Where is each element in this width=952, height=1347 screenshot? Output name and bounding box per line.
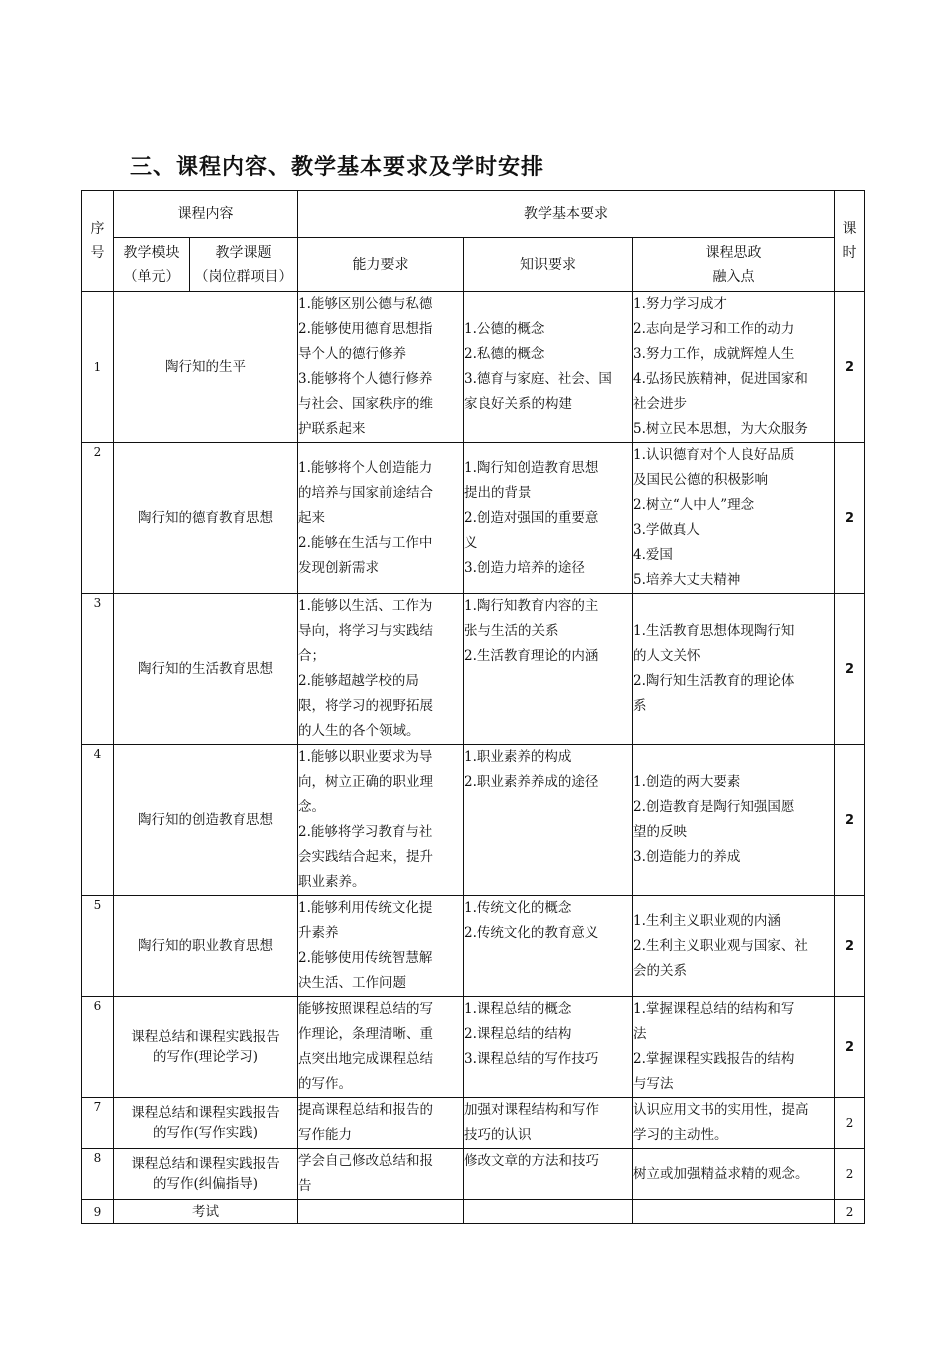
row-ideology-line: 法: [633, 1026, 647, 1042]
row-ideology-line: 3.创造能力的养成: [633, 849, 741, 865]
row-knowledge: [464, 1149, 633, 1200]
header-content: 课程内容: [114, 191, 298, 238]
row-ability-line: 2.能够超越学校的局: [298, 673, 419, 689]
row-ability-line: 2.能够在生活与工作中: [298, 534, 433, 551]
row-knowledge-line: 3.课程总结的写作技巧: [464, 1051, 599, 1067]
header-ideology: 课程思政 融入点: [633, 238, 835, 292]
row-ideology-line: 与写法: [633, 1076, 674, 1092]
row-knowledge: [464, 896, 633, 997]
row-knowledge-line: 2.课程总结的结构: [464, 1026, 572, 1042]
row-ability-line: 合；: [298, 648, 325, 664]
row-ideology-line: 及国民公德的积极影响: [633, 472, 768, 488]
row-ability-line: 导向，将学习与实践结: [298, 623, 433, 639]
row-knowledge-line: 家良好关系的构建: [464, 396, 572, 412]
row-knowledge: [464, 745, 633, 896]
row-ideology-line: 5.树立民本思想，为大众服务: [633, 421, 808, 437]
row-ideology: [633, 594, 835, 745]
row-knowledge-line: 张与生活的关系: [464, 623, 559, 639]
section-heading: 三、课程内容、教学基本要求及学时安排: [130, 155, 545, 180]
row-ideology: [633, 1098, 835, 1149]
row-ability-line: 作理论，条理清晰、重: [298, 1026, 433, 1042]
row-ability: [298, 1149, 464, 1200]
row-topic: 陶行知的职业教育思想: [114, 896, 298, 997]
row-ideology: [633, 1149, 835, 1200]
row-ability-line: 1.能够以职业要求为导: [298, 749, 433, 765]
row-ability-line: 与社会、国家秩序的维: [298, 396, 433, 412]
row-ability-line: 2.能够使用传统智慧解: [298, 950, 433, 966]
table-body: [82, 292, 865, 1224]
row-knowledge-line: 2.私德的概念: [464, 346, 545, 362]
row-ideology-line: 1.生利主义职业观的内涵: [633, 912, 781, 929]
table-row: [82, 745, 865, 896]
row-ideology-line: 的人文关怀: [633, 648, 701, 664]
row-knowledge: [464, 443, 633, 594]
row-ability-line: 向，树立正确的职业理: [298, 774, 433, 790]
row-seq: 9: [82, 1200, 114, 1224]
row-hours: 2: [835, 896, 865, 997]
row-ability: [298, 896, 464, 997]
row-knowledge-line: 义: [464, 534, 478, 551]
row-ideology-line: 2.树立“人中人”理念: [633, 497, 755, 513]
row-ability-line: 1.能够将个人创造能力: [298, 459, 433, 476]
row-ideology-line: 会的关系: [633, 962, 687, 979]
row-topic: 陶行知的德育教育思想: [114, 443, 298, 594]
header-seq: 序 号: [82, 191, 114, 292]
row-ideology: [633, 1200, 835, 1224]
row-ideology-line: 2.志向是学习和工作的动力: [633, 321, 795, 337]
row-topic: 陶行知的创造教育思想: [114, 745, 298, 896]
row-ability-line: 2.能够使用德育思想指: [298, 321, 433, 337]
row-knowledge-line: 2.创造对强国的重要意: [464, 509, 599, 526]
row-ability: [298, 745, 464, 896]
header-row-1: [82, 191, 865, 238]
table-row: [82, 1098, 865, 1149]
header-knowledge: 知识要求: [464, 238, 633, 292]
row-ability-line: 点突出地完成课程总结: [298, 1051, 433, 1067]
header-topic: 教学课题 （岗位群项目）: [190, 238, 298, 292]
row-knowledge-line: 1.陶行知创造教育思想: [464, 459, 599, 476]
row-hours: 2: [835, 1200, 865, 1224]
header-row-2: [82, 238, 865, 292]
row-knowledge-line: 3.创造力培养的途径: [464, 559, 585, 576]
row-ability-line: 能够按照课程总结的写: [298, 1001, 433, 1017]
row-ideology: [633, 292, 835, 443]
row-knowledge-line: 技巧的认识: [464, 1127, 532, 1143]
row-topic: 课程总结和课程实践报告 的写作(纠偏指导): [114, 1149, 298, 1200]
row-knowledge-line: 1.陶行知教育内容的主: [464, 598, 599, 614]
row-ideology: [633, 443, 835, 594]
row-ability-line: 告: [298, 1178, 312, 1194]
row-ideology-line: 社会进步: [633, 396, 687, 412]
row-seq: 2: [82, 443, 114, 594]
row-knowledge-line: 1.课程总结的概念: [464, 1001, 572, 1017]
table-row: [82, 1149, 865, 1200]
row-ability-line: 会实践结合起来，提升: [298, 849, 433, 865]
row-ideology-line: 1.创造的两大要素: [633, 774, 741, 790]
row-ideology-line: 4.爱国: [633, 547, 673, 563]
row-ideology-line: 3.努力工作，成就辉煌人生: [633, 346, 795, 362]
row-knowledge-line: 2.职业素养养成的途径: [464, 774, 599, 790]
row-ability-line: 1.能够区别公德与私德: [298, 296, 433, 312]
row-hours: 2: [835, 443, 865, 594]
table-row: [82, 594, 865, 745]
row-ideology-line: 3.学做真人: [633, 522, 700, 538]
row-ideology: [633, 745, 835, 896]
row-seq: 1: [82, 292, 114, 443]
row-ideology-line: 2.生利主义职业观与国家、社: [633, 937, 808, 954]
row-ideology-line: 2.创造教育是陶行知强国愿: [633, 799, 795, 815]
header-hours: 课 时: [835, 191, 865, 292]
row-ability-line: 职业素养。: [298, 874, 366, 890]
row-ability: [298, 997, 464, 1098]
row-knowledge-line: 2.生活教育理论的内涵: [464, 648, 599, 664]
row-ability-line: 念。: [298, 799, 325, 815]
row-knowledge: [464, 1098, 633, 1149]
row-knowledge-line: 2.传统文化的教育意义: [464, 925, 599, 941]
table-row: [82, 896, 865, 997]
row-topic: 陶行知的生平: [114, 292, 298, 443]
row-ability-line: 的人生的各个领域。: [298, 723, 420, 739]
row-topic: 课程总结和课程实践报告 的写作(写作实践): [114, 1098, 298, 1149]
row-ideology-line: 1.认识德育对个人良好品质: [633, 447, 795, 463]
row-seq: 5: [82, 896, 114, 997]
row-knowledge: [464, 292, 633, 443]
row-knowledge-line: 3.德育与家庭、社会、国: [464, 371, 612, 387]
row-hours: 2: [835, 1149, 865, 1200]
row-ideology-line: 1.掌握课程总结的结构和写: [633, 1001, 795, 1017]
row-ability-line: 写作能力: [298, 1127, 352, 1143]
row-ability-line: 提高课程总结和报告的: [298, 1102, 433, 1118]
row-seq: 8: [82, 1149, 114, 1200]
row-ideology: [633, 896, 835, 997]
row-ability-line: 起来: [298, 509, 325, 526]
row-hours: 2: [835, 594, 865, 745]
row-ideology-line: 4.弘扬民族精神，促进国家和: [633, 371, 808, 387]
row-seq: 7: [82, 1098, 114, 1149]
table-row: [82, 997, 865, 1098]
row-ideology-line: 学习的主动性。: [633, 1127, 728, 1143]
row-topic: 考试: [114, 1200, 298, 1224]
row-ideology-line: 5.培养大丈夫精神: [633, 572, 741, 588]
row-ability-line: 升素养: [298, 925, 339, 941]
row-ability-line: 决生活、工作问题: [298, 975, 406, 991]
course-schedule-table: [81, 190, 865, 1224]
row-ability-line: 护联系起来: [298, 421, 366, 437]
row-ability-line: 导个人的德行修养: [298, 346, 406, 362]
row-ability-line: 的培养与国家前途结合: [298, 484, 433, 501]
row-ability-line: 3.能够将个人德行修养: [298, 371, 433, 387]
row-ideology-line: 2.陶行知生活教育的理论体: [633, 673, 795, 689]
table-row: [82, 443, 865, 594]
row-hours: 2: [835, 745, 865, 896]
row-seq: 6: [82, 997, 114, 1098]
row-ideology-line: 树立或加强精益求精的观念。: [633, 1165, 809, 1182]
row-ability: [298, 1200, 464, 1224]
row-ability-line: 1.能够利用传统文化提: [298, 900, 433, 916]
row-knowledge-line: 修改文章的方法和技巧: [464, 1153, 599, 1169]
row-knowledge-line: 1.公德的概念: [464, 321, 545, 337]
row-knowledge: [464, 594, 633, 745]
row-seq: 3: [82, 594, 114, 745]
row-knowledge-line: 1.传统文化的概念: [464, 900, 572, 916]
row-ideology-line: 1.努力学习成才: [633, 296, 727, 312]
row-knowledge-line: 1.职业素养的构成: [464, 749, 572, 765]
row-knowledge-line: 加强对课程结构和写作: [464, 1102, 599, 1118]
row-ability-line: 学会自己修改总结和报: [298, 1153, 433, 1169]
row-hours: 2: [835, 1098, 865, 1149]
row-ability: [298, 443, 464, 594]
row-ideology-line: 认识应用文书的实用性，提高: [633, 1102, 809, 1118]
row-knowledge-line: 提出的背景: [464, 484, 532, 501]
row-ideology-line: 1.生活教育思想体现陶行知: [633, 623, 795, 639]
row-topic: 课程总结和课程实践报告 的写作(理论学习): [114, 997, 298, 1098]
header-module: 教学模块 （单元）: [114, 238, 190, 292]
row-ideology-line: 2.掌握课程实践报告的结构: [633, 1051, 795, 1067]
row-ideology-line: 系: [633, 698, 647, 714]
row-seq: 4: [82, 745, 114, 896]
row-ability-line: 限，将学习的视野拓展: [298, 698, 433, 714]
row-knowledge: [464, 997, 633, 1098]
row-ability-line: 发现创新需求: [298, 559, 379, 576]
row-ability: [298, 594, 464, 745]
header-requirements: 教学基本要求: [298, 191, 835, 238]
row-topic: 陶行知的生活教育思想: [114, 594, 298, 745]
row-ideology-line: 望的反映: [633, 824, 687, 840]
row-knowledge: [464, 1200, 633, 1224]
row-ability-line: 的写作。: [298, 1076, 352, 1092]
row-ability: [298, 1098, 464, 1149]
row-ideology: [633, 997, 835, 1098]
row-hours: 2: [835, 997, 865, 1098]
header-ability: 能力要求: [298, 238, 464, 292]
table-row: [82, 1200, 865, 1224]
row-ability-line: 1.能够以生活、工作为: [298, 598, 433, 614]
row-ability: [298, 292, 464, 443]
row-ability-line: 2.能够将学习教育与社: [298, 824, 433, 840]
row-hours: 2: [835, 292, 865, 443]
table-row: [82, 292, 865, 443]
